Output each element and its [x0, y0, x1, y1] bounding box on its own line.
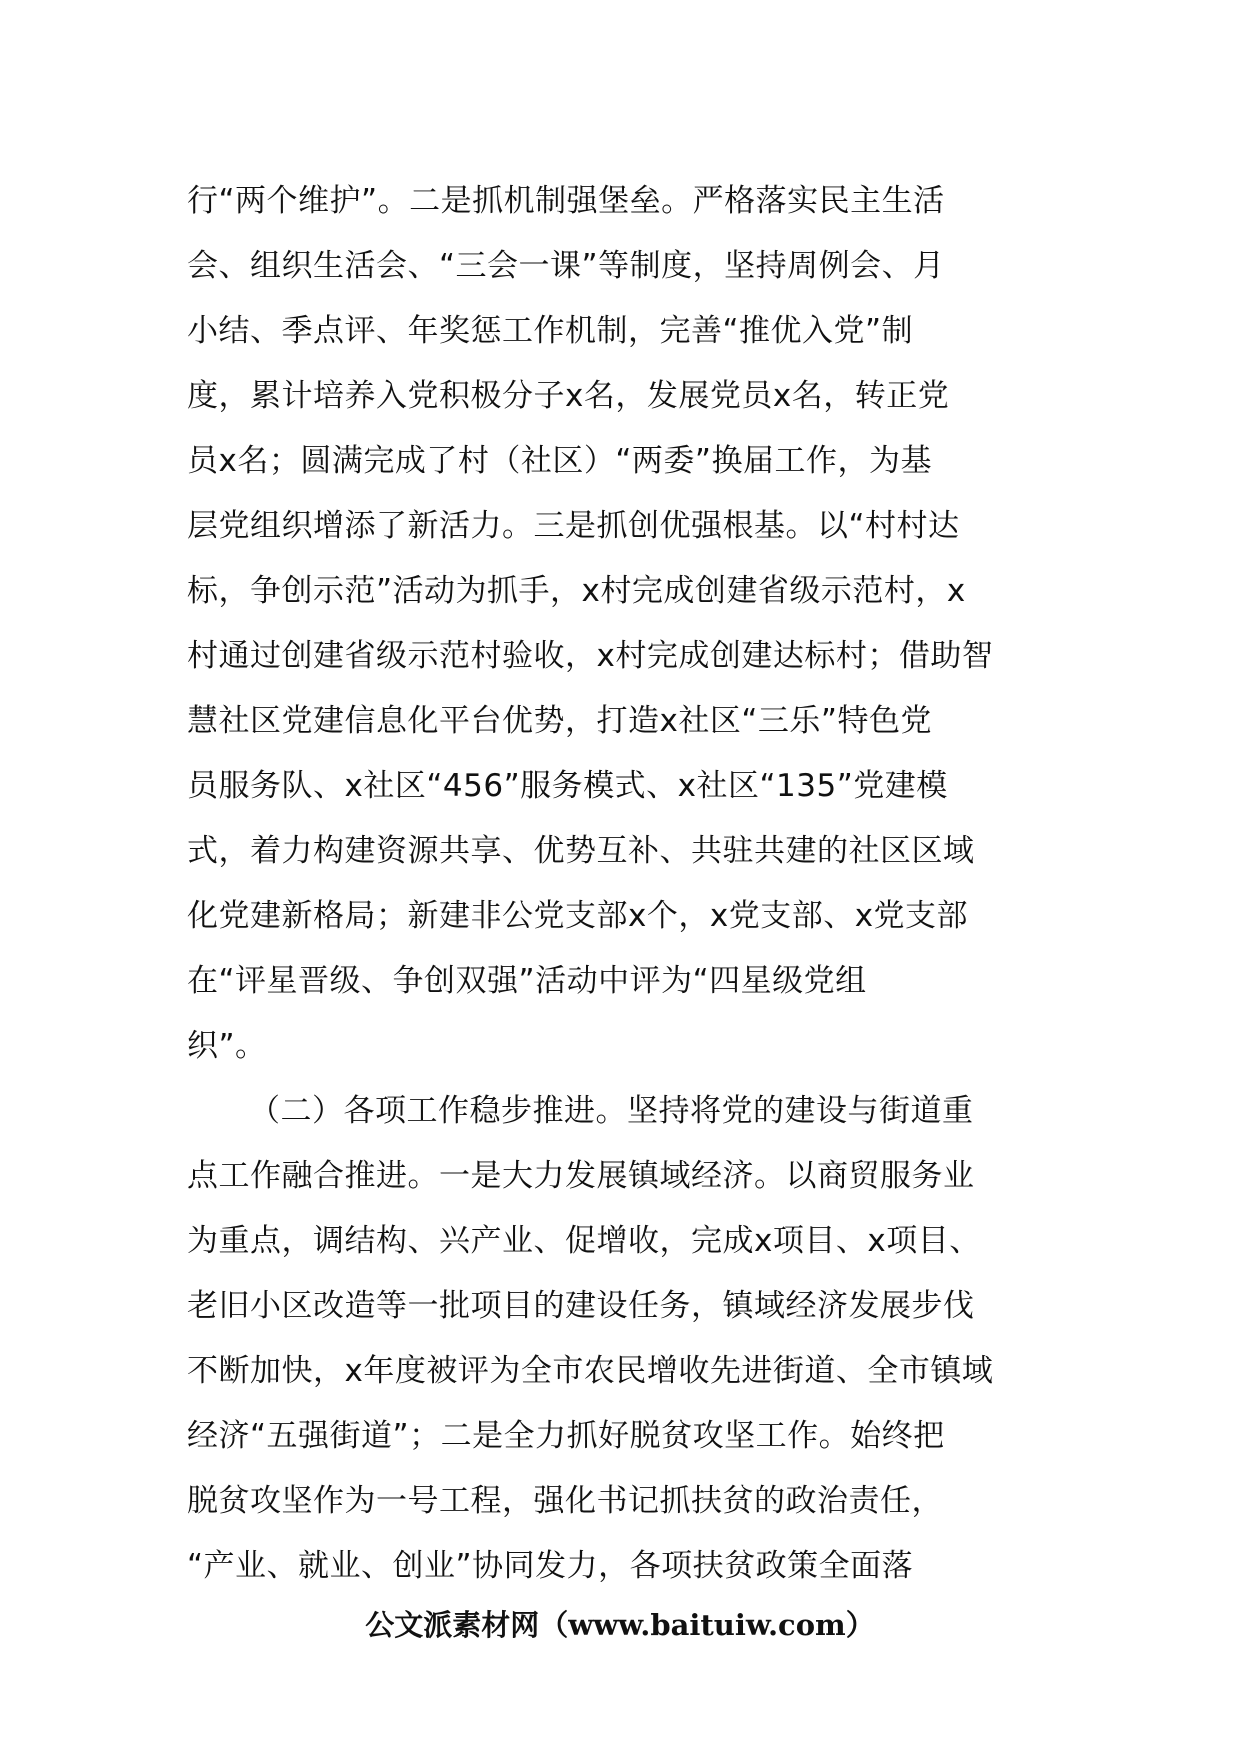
document-body: [187, 169, 1059, 1599]
text-line: “产业、就业、创业”协同发力，各项扶贫政策全面落: [187, 1548, 914, 1584]
text-line: 村通过创建省级示范村验收，x村完成创建达标村；借助智: [187, 638, 994, 674]
text-line: 点工作融合推进。一是大力发展镇域经济。以商贸服务业: [187, 1158, 975, 1194]
text-line: 会、组织生活会、“三会一课”等制度，坚持周例会、月: [187, 248, 945, 284]
text-line: 织”。: [187, 1028, 267, 1064]
text-line: 行“两个维护”。二是抓机制强堡垒。严格落实民主生活: [187, 183, 945, 219]
text-line: 员服务队、x社区“456”服务模式、x社区“135”党建模: [187, 768, 948, 804]
text-line: 标，争创示范”活动为抓手，x村完成创建省级示范村，x: [187, 573, 966, 609]
footer-watermark: 公文派素材网（www.baituiw.com）: [365, 1608, 875, 1642]
text-line: 为重点，调结构、兴产业、促增收，完成x项目、x项目、: [187, 1223, 981, 1259]
text-line: 式，着力构建资源共享、优势互补、共驻共建的社区区域: [187, 833, 975, 869]
text-line: 不断加快，x年度被评为全市农民增收先进街道、全市镇域: [187, 1353, 994, 1389]
text-line: 化党建新格局；新建非公党支部x个，x党支部、x党支部: [187, 898, 969, 934]
text-line: 慧社区党建信息化平台优势，打造x社区“三乐”特色党: [187, 703, 932, 739]
text-line: 员x名；圆满完成了村（社区）“两委”换届工作，为基: [187, 443, 932, 479]
text-line: 脱贫攻坚作为一号工程，强化书记抓扶贫的政治责任，: [187, 1483, 943, 1519]
text-line: 层党组织增添了新活力。三是抓创优强根基。以“村村达: [187, 508, 960, 544]
text-line: 经济“五强街道”；二是全力抓好脱贫攻坚工作。始终把: [187, 1418, 945, 1454]
text-line: 小结、季点评、年奖惩工作机制，完善“推优入党”制: [187, 313, 914, 349]
text-line: 在“评星晋级、争创双强”活动中评为“四星级党组: [187, 963, 867, 999]
text-line: 老旧小区改造等一批项目的建设任务，镇域经济发展步伐: [187, 1288, 975, 1324]
section-heading-line: （二）各项工作稳步推进。坚持将党的建设与街道重: [249, 1093, 974, 1129]
text-line: 度，累计培养入党积极分子x名，发展党员x名，转正党: [187, 378, 950, 414]
